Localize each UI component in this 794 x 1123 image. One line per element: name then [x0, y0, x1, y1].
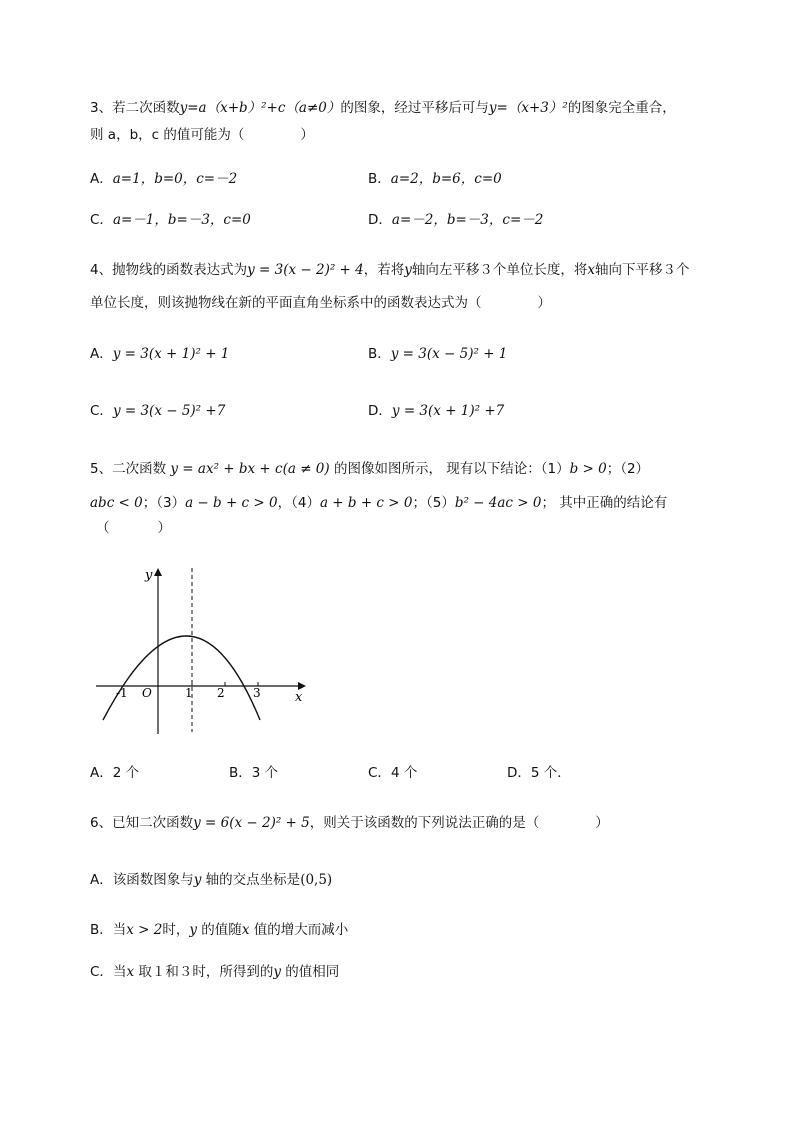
- option-var: y: [273, 964, 281, 980]
- option-label: B．: [90, 922, 113, 938]
- x-axis-label: x: [295, 690, 303, 705]
- q4-text2: ，若将: [363, 262, 405, 278]
- q3-option-a[interactable]: [90, 170, 237, 188]
- q6-close: ）: [595, 815, 609, 831]
- q5-parabola-graph: [90, 562, 320, 737]
- q4-text3: 轴向左平移３个单位长度，将: [411, 262, 588, 278]
- q5-stem-line2: [90, 494, 667, 512]
- q3-text3: 的图象完全重合，: [567, 100, 676, 116]
- q3-option-d[interactable]: [368, 211, 543, 229]
- q5-c2: abc < 0: [90, 495, 143, 511]
- option-text: 2 个: [112, 765, 140, 781]
- q4-option-a[interactable]: [90, 345, 229, 363]
- option-text: y = 3(x − 5)² + 1: [390, 346, 508, 362]
- q5-stem-line3: [96, 519, 171, 537]
- option-text: 的值随: [197, 922, 242, 938]
- option-text: 3 个: [251, 765, 279, 781]
- option-label: D．: [368, 403, 392, 419]
- q3-option-b[interactable]: [368, 170, 502, 188]
- q6-option-c[interactable]: [90, 963, 339, 981]
- q5-option-c[interactable]: [368, 764, 417, 782]
- q4-text1: 抛物线的函数表达式为: [112, 262, 248, 278]
- q3-stem-line2: [90, 126, 314, 144]
- tick-label-3: 3: [253, 686, 261, 700]
- q5-text2: 的图像如图所示， 现有以下结论：（1）: [333, 461, 570, 477]
- option-text: 取１和３时，所得到的: [134, 964, 274, 980]
- option-label: A．: [90, 872, 113, 888]
- q3-stem-line1: [90, 99, 676, 117]
- option-var: y: [193, 872, 202, 888]
- q5-text3: ；（2）: [606, 461, 650, 477]
- parabola-curve: [103, 636, 260, 720]
- q5-number: 5、: [90, 461, 113, 477]
- option-label: A．: [90, 765, 113, 781]
- option-text: 的值相同: [281, 964, 340, 980]
- tick-label-2: 2: [217, 686, 225, 700]
- q4-number: 4、: [90, 262, 113, 278]
- q5-text1: 二次函数: [112, 461, 167, 477]
- q5-option-a[interactable]: [90, 764, 139, 782]
- q5-c5: b² − 4ac > 0: [454, 495, 542, 511]
- option-text: 轴的交点坐标是: [201, 872, 301, 888]
- option-label: C．: [90, 212, 113, 228]
- q3-number: 3、: [90, 100, 113, 116]
- option-text: a=2，b=6，c=0: [390, 171, 502, 187]
- q3-expr2: y=（x+3）²: [488, 100, 568, 116]
- q5-text4: ；（3）: [142, 495, 186, 511]
- q5-option-b[interactable]: [229, 764, 278, 782]
- option-text: 当: [112, 922, 127, 938]
- q6-expr: y = 6(x − 2)² + 5: [193, 815, 310, 831]
- option-var: y: [189, 922, 198, 938]
- tick-label-neg1: -1: [116, 686, 128, 700]
- option-label: D．: [368, 212, 392, 228]
- option-text: 当: [112, 964, 127, 980]
- q5-text5: ，（4）: [277, 495, 320, 511]
- q5-c3: a − b + c > 0: [185, 495, 278, 511]
- option-label: B．: [368, 346, 391, 362]
- q3-text1: 若二次函数: [112, 100, 180, 116]
- q4-option-b[interactable]: [368, 345, 507, 363]
- q6-text1: 已知二次函数: [112, 815, 194, 831]
- option-label: D．: [507, 765, 531, 781]
- q4-var-y: y: [404, 262, 412, 278]
- option-text: a=1，b=0，c=－2: [112, 171, 238, 187]
- q4-var-x: x: [587, 262, 595, 278]
- option-label: A．: [90, 171, 113, 187]
- q5-c4: a + b + c > 0: [319, 495, 413, 511]
- q3-line2: 则 a，b，c 的值可能为（: [90, 127, 245, 143]
- q4-close: ）: [537, 295, 551, 311]
- option-text: y = 3(x + 1)² + 1: [112, 346, 230, 362]
- q3-close: ）: [300, 127, 314, 143]
- q5-stem-line1: [90, 460, 649, 478]
- option-var: x: [126, 964, 135, 980]
- q5-option-d[interactable]: [507, 764, 571, 782]
- q4-expr: y = 3(x − 2)² + 4: [247, 262, 364, 278]
- q5-c1: b > 0: [569, 461, 607, 477]
- option-cond: x > 2: [126, 922, 163, 938]
- option-text: 该函数图象与: [112, 872, 194, 888]
- q4-line2: 单位长度，则该抛物线在新的平面直角坐标系中的函数表达式为（: [90, 295, 482, 311]
- option-text: a=－2，b=－3，c=－2: [391, 212, 544, 228]
- option-var: x: [241, 922, 250, 938]
- q6-option-b[interactable]: [90, 921, 348, 939]
- option-point: (0,5): [300, 872, 333, 888]
- q6-number: 6、: [90, 815, 113, 831]
- origin-label: O: [142, 686, 152, 700]
- option-label: B．: [368, 171, 391, 187]
- option-text: 5 个．: [530, 765, 571, 781]
- q3-expr: y=a（x+b）²+c（a≠0）: [179, 100, 341, 116]
- q5-expr: y = ax² + bx + c(a ≠ 0): [170, 461, 330, 477]
- q4-text4: 轴向下平移３个: [595, 262, 690, 278]
- tick-label-1: 1: [185, 686, 193, 700]
- option-text: y = 3(x + 1)² +7: [391, 403, 505, 419]
- option-label: C．: [368, 765, 391, 781]
- q4-option-d[interactable]: [368, 402, 504, 420]
- option-text: y = 3(x − 5)² +7: [112, 403, 226, 419]
- q3-option-c[interactable]: [90, 211, 251, 229]
- option-text: 值的增大而减小: [249, 922, 349, 938]
- option-label: C．: [90, 403, 113, 419]
- option-text: 时，: [162, 922, 190, 938]
- q6-text2: ，则关于该函数的下列说法正确的是（: [309, 815, 540, 831]
- q5-line3: （: [96, 520, 110, 536]
- q5-text6: ；（5）: [412, 495, 455, 511]
- q4-stem-line2: [90, 294, 551, 312]
- q5-close: ）: [157, 520, 171, 536]
- option-text: a=－1，b=－3，c=0: [112, 212, 251, 228]
- y-axis-label: y: [145, 568, 153, 583]
- q3-text2: 的图象，经过平移后可与: [340, 100, 489, 116]
- q4-stem-line1: [90, 261, 690, 279]
- option-label: A．: [90, 346, 113, 362]
- option-label: C．: [90, 964, 113, 980]
- q4-option-c[interactable]: [90, 402, 225, 420]
- option-text: 4 个: [390, 765, 418, 781]
- q6-option-a[interactable]: [90, 871, 332, 889]
- q6-stem: [90, 814, 609, 832]
- option-label: B．: [229, 765, 252, 781]
- q5-text7: ； 其中正确的结论有: [541, 495, 668, 511]
